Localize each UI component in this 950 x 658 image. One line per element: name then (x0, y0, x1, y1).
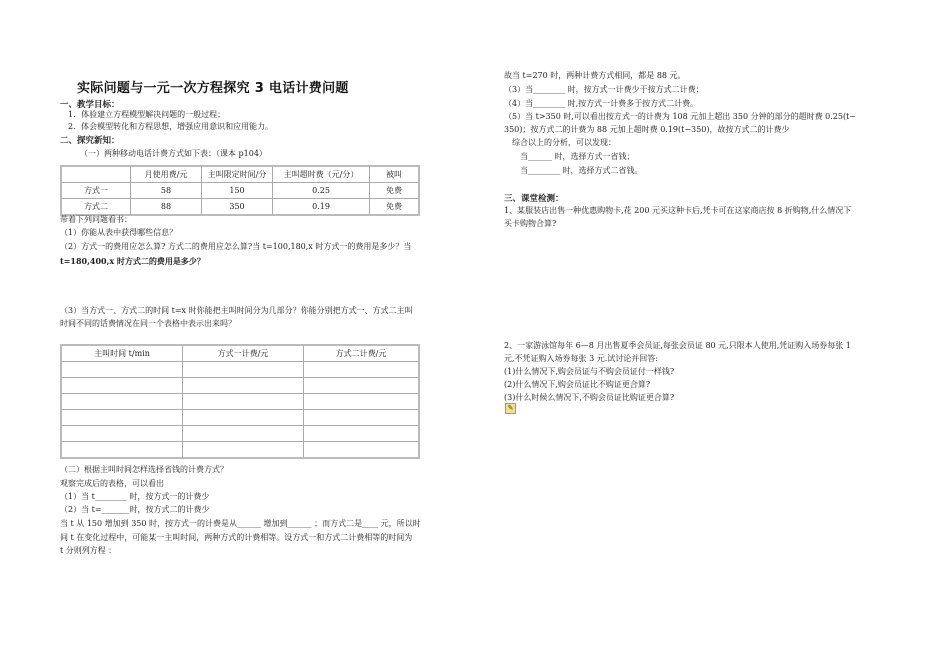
section-heading-test: 三、课堂检测： (504, 194, 564, 204)
table-cell[interactable] (61, 442, 183, 459)
question-2-line-1: （2）方式一的费用应怎么算? 方式二的费用应怎么算?当 t=100,180,x 时方式一的费用是多少？当 (60, 242, 412, 251)
table-cell: 88 (131, 199, 202, 216)
table-cell[interactable] (304, 410, 420, 426)
time-cost-table (60, 344, 420, 459)
table-cell[interactable] (61, 394, 183, 410)
part2-line-5: 间 t 在变化过程中，可能某一主叫时间，两种方式的计费相等。设方式一和方式二计费相等的时间为 (60, 533, 413, 542)
test-question-2-line-2: 元,不凭证购入场券每张 3 元.试讨论并回答: (504, 354, 658, 363)
right-line-7: 当______ 时，选择方式一省钱； (520, 152, 635, 161)
billing-table (60, 165, 420, 216)
part1-heading: （一）两种移动电话计费方式如下表：（课本 p104） (80, 149, 267, 158)
document-title: 实际问题与一元一次方程探究 3 电话计费问题 (77, 81, 349, 96)
table-row (61, 199, 419, 216)
question-1: （1）你能从表中获得哪些信息？ (60, 228, 178, 237)
table-row (61, 442, 419, 459)
table-row (61, 378, 419, 394)
table-cell[interactable] (304, 442, 420, 459)
table-header-cell (61, 166, 131, 183)
question-3-line-1: （3）当方式一、方式二的时间 t=x 时你能把主叫时间分为几部分？你能分别把方式一、方式二主叫 (60, 306, 413, 315)
question-3-line-2: 时间不同的话费情况在同一个表格中表示出来吗？ (60, 319, 236, 328)
table-cell[interactable] (61, 410, 183, 426)
table-cell[interactable] (61, 426, 183, 442)
table-cell: 150 (202, 183, 273, 199)
section-heading-objectives: 一、教学目标： (60, 100, 120, 110)
table-header-cell: 主叫超时费（元/分） (273, 166, 370, 183)
table-header-row (61, 166, 419, 183)
table-cell: 方式一 (61, 183, 131, 199)
reading-prompt: 带着下列问题看书： (60, 215, 132, 224)
table-header-row (61, 345, 419, 362)
table-header-cell: 月使用费/元 (131, 166, 202, 183)
table-cell[interactable] (183, 362, 304, 378)
right-line-5: 350)；按方式二的计费为 88 元加上超时费 0.19(t−350)，故按方式二的计费少 (504, 125, 790, 134)
test-question-2-sub-3: (3)什么时候么情况下,不购会员证比购证更合算? (504, 393, 675, 402)
table-cell: 0.19 (273, 199, 370, 216)
table-cell[interactable] (183, 426, 304, 442)
objective-item-2: 2．体会模型转化和方程思想，增强应用意识和应用能力。 (68, 122, 274, 131)
section-heading-explore: 二、探究新知： (60, 136, 120, 146)
right-line-1: 故当 t=270 时，两种计费方式相同，都是 88 元。 (504, 71, 686, 80)
test-question-2-sub-2: (2)什么情况下,购会员证比不购证更合算? (504, 380, 651, 389)
part2-line-3: （2）当 t=_______时，按方式二的计费少 (60, 505, 210, 514)
embedded-object-icon[interactable]: ✎ (505, 403, 516, 414)
table-cell: 免费 (370, 199, 420, 216)
table-header-cell: 主叫限定时间/分 (202, 166, 273, 183)
question-2-line-2: t=180,400,x 时方式二的费用是多少？ (60, 256, 205, 266)
test-question-2-sub-1: (1)什么情况下,购会员证与不购会员证付一样钱? (504, 367, 675, 376)
table-cell: 0.25 (273, 183, 370, 199)
table-cell: 方式二 (61, 199, 131, 216)
table-cell[interactable] (304, 362, 420, 378)
table-row (61, 410, 419, 426)
table-cell: 免费 (370, 183, 420, 199)
table-header-cell: 方式一计费/元 (183, 345, 304, 362)
table-row (61, 183, 419, 199)
table-cell[interactable] (183, 410, 304, 426)
table-header-cell: 方式二计费/元 (304, 345, 420, 362)
right-line-6: 综合以上的分析，可以发现： (512, 138, 616, 147)
part2-line-6: t 分则列方程 ： (60, 546, 117, 555)
table-cell[interactable] (183, 442, 304, 459)
table-cell: 350 (202, 199, 273, 216)
table-row (61, 394, 419, 410)
table-cell: 58 (131, 183, 202, 199)
part2-line-4: 当 t 从 150 增加到 350 时，按方式一的计费是从______ 增加到______ ；而方式二是____ 元，所以时 (60, 519, 421, 528)
right-line-3: （4）当________ 时,按方式一计费多于按方式二计费。 (504, 99, 699, 108)
objective-item-1: 1．体验建立方程模型解决问题的一般过程； (68, 110, 226, 119)
part2-heading: （二）根据主叫时间怎样选择省钱的计费方式？ (60, 465, 228, 474)
test-question-2-line-1: 2、一家游泳馆每年 6—8 月出售夏季会员证,每张会员证 80 元,只限本人使用,凭证购入场券每张 1 (504, 341, 851, 350)
table-header-cell: 主叫时间 t/min (61, 345, 183, 362)
table-cell[interactable] (61, 362, 183, 378)
part2-line-1: 观察完成后的表格，可以看出 (60, 479, 164, 488)
table-header-cell: 被叫 (370, 166, 420, 183)
table-cell[interactable] (304, 426, 420, 442)
table-cell[interactable] (304, 378, 420, 394)
right-line-8: 当________ 时，选择方式二省钱。 (520, 166, 643, 175)
table-cell[interactable] (183, 378, 304, 394)
table-cell[interactable] (61, 378, 183, 394)
test-question-1-line-1: 1、某服装店出售一种优惠购物卡,花 200 元买这种卡后,凭卡可在这家商店按 8 折购物,什么情况下 (504, 206, 852, 215)
table-cell[interactable] (183, 394, 304, 410)
table-cell[interactable] (304, 394, 420, 410)
right-line-4: （5）当 t>350 时,可以看出按方式一的计费为 108 元加上超出 350 分钟的部分的超时费 0.25(t− (504, 112, 857, 121)
right-line-2: （3）当________ 时，按方式一计费少于按方式二计费； (504, 85, 704, 94)
table-row (61, 362, 419, 378)
test-question-1-line-2: 买卡购物合算? (504, 219, 557, 228)
table-row (61, 426, 419, 442)
part2-line-2: （1）当 t________ 时，按方式一的计费少 (60, 492, 210, 501)
